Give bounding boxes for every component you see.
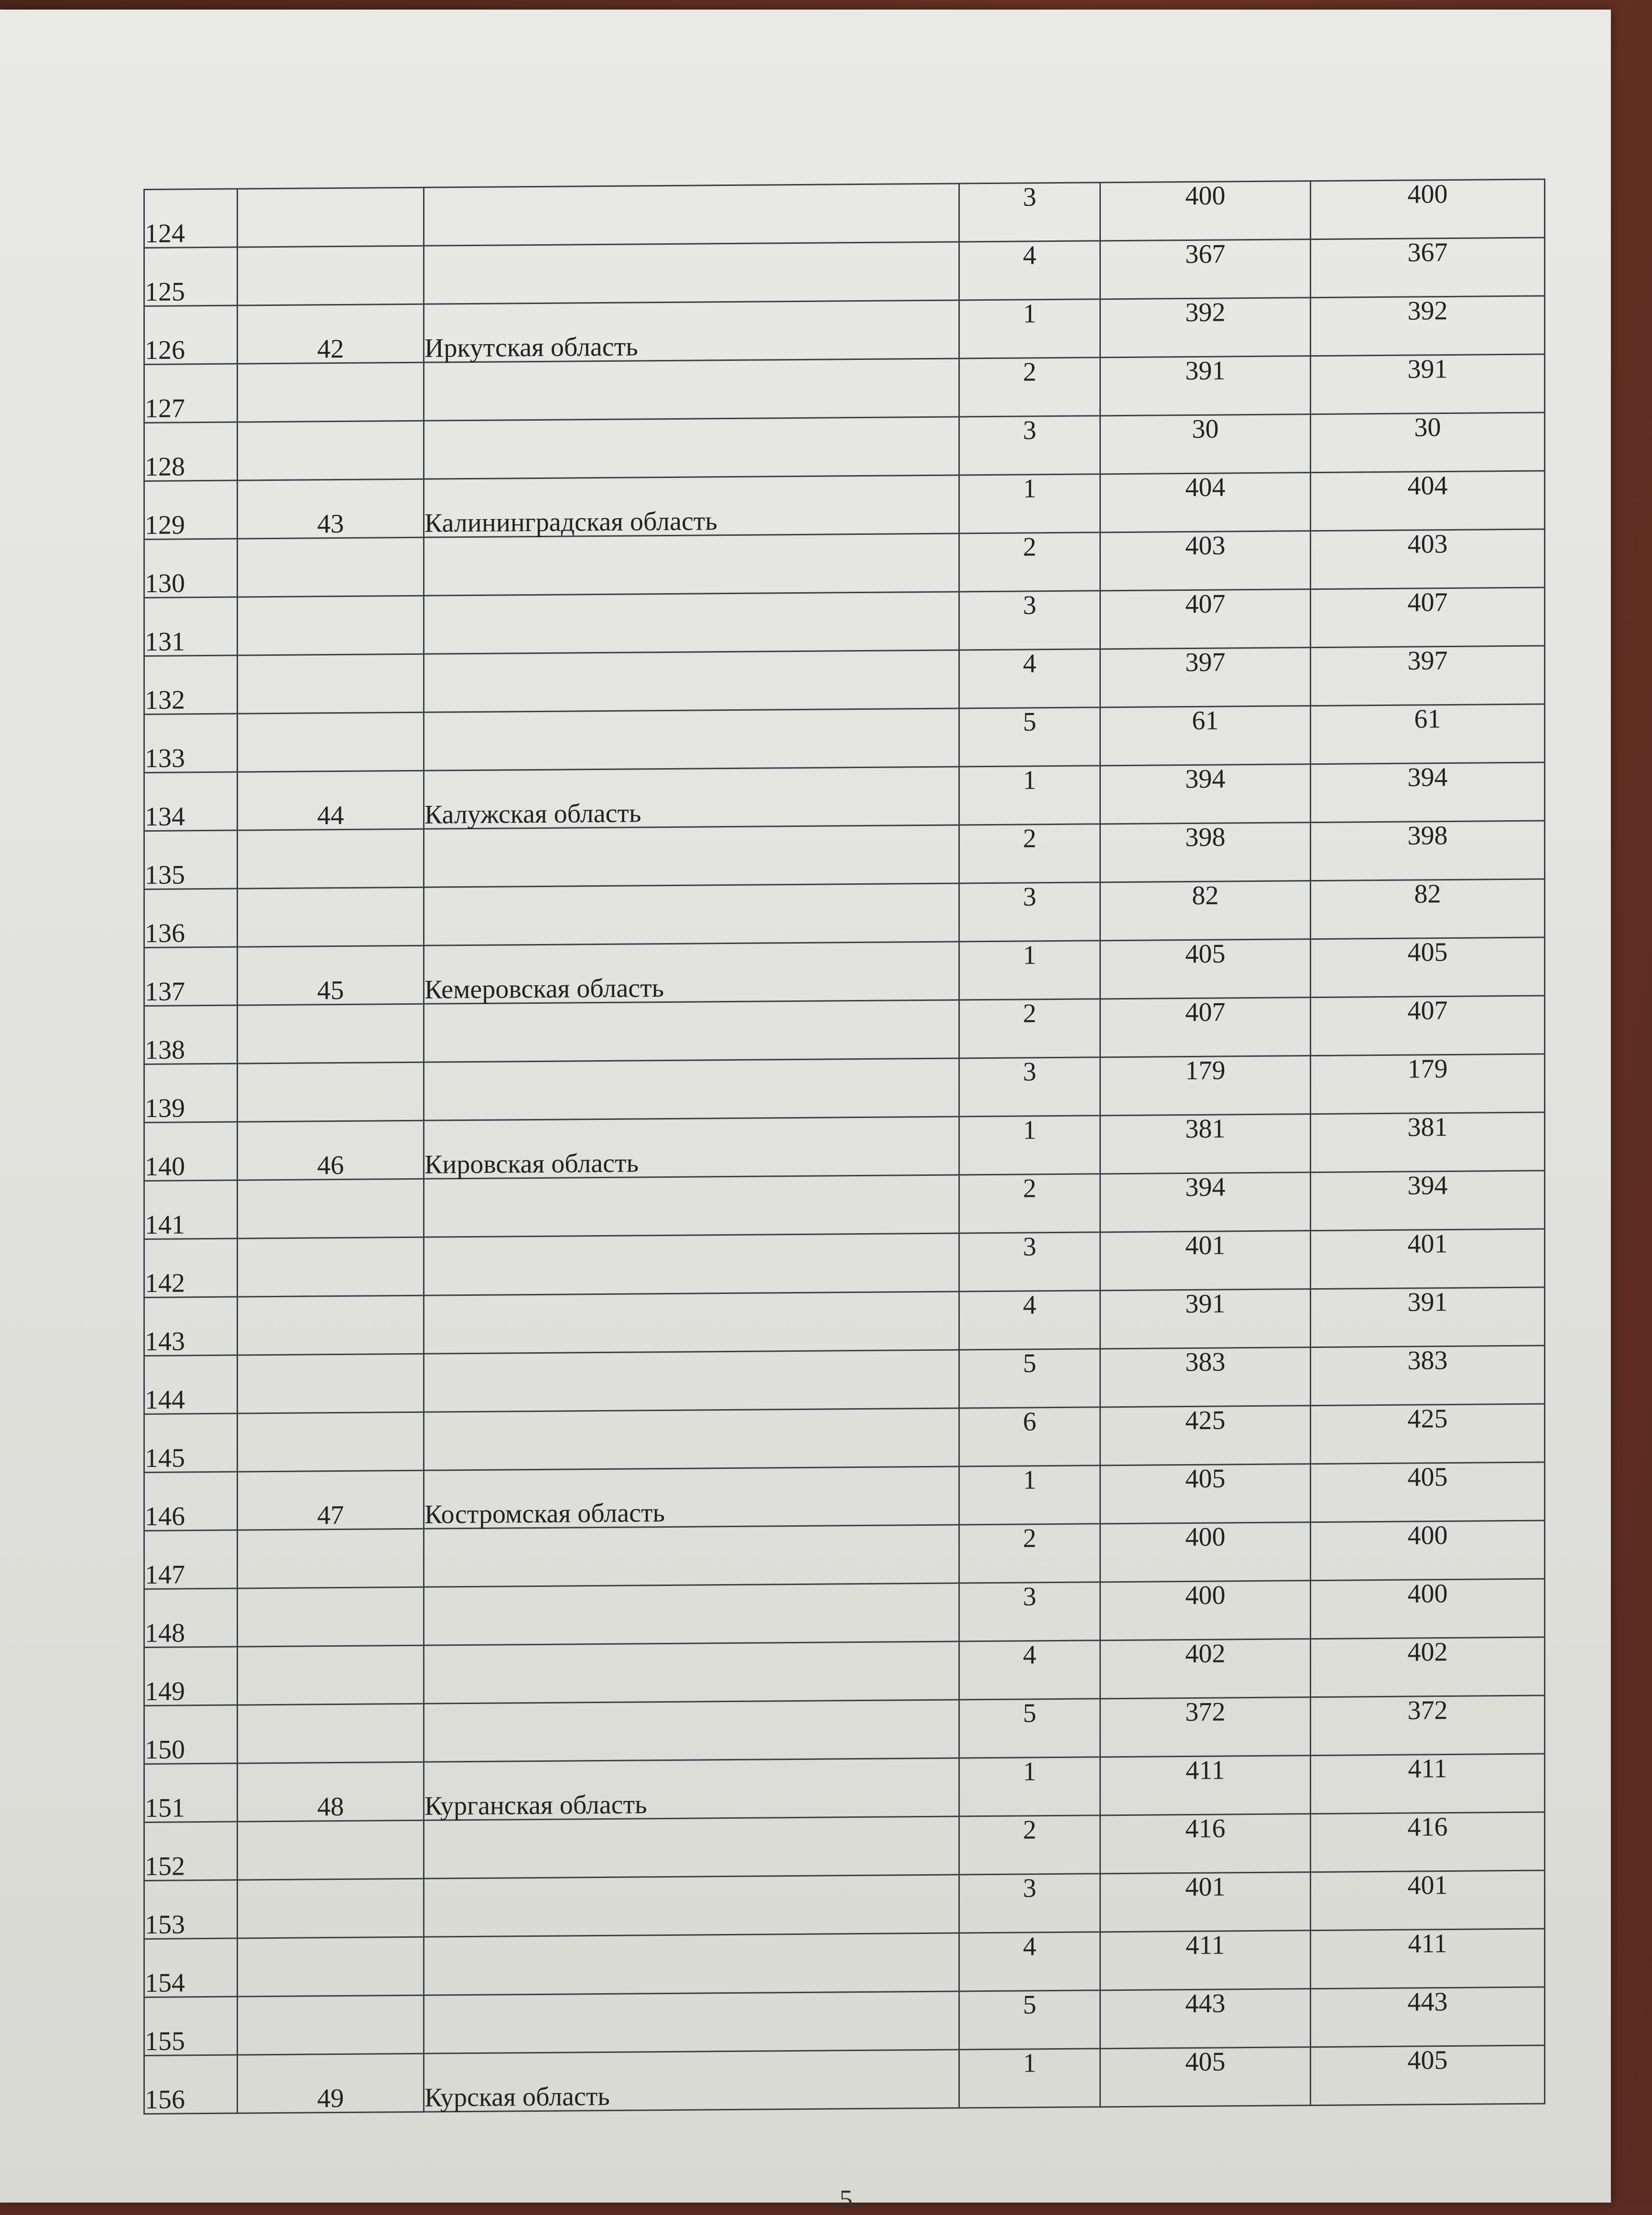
- value-1-cell: 404: [1100, 473, 1311, 532]
- row-number-cell: 125: [144, 247, 238, 306]
- region-name-cell: Калужская область: [424, 767, 959, 829]
- region-number-cell: [238, 887, 424, 947]
- value-1-cell: 405: [1100, 2047, 1311, 2107]
- value-2-cell: 400: [1311, 1520, 1545, 1581]
- value-1-cell: 398: [1100, 823, 1311, 882]
- region-name-cell: [424, 1000, 959, 1062]
- region-name-cell: [424, 1175, 959, 1237]
- value-2-cell: 400: [1311, 179, 1545, 239]
- table-row: [144, 1637, 1545, 1705]
- value-1-cell: 179: [1100, 1056, 1311, 1116]
- row-number-cell: 145: [144, 1413, 238, 1472]
- sub-number-cell: 4: [959, 649, 1100, 708]
- value-2-cell: 367: [1311, 238, 1545, 298]
- region-number-cell: 48: [238, 1762, 424, 1822]
- value-2-cell: 394: [1311, 1171, 1545, 1231]
- region-name-cell: Калининградская область: [424, 475, 959, 537]
- sub-number-cell: 6: [959, 1407, 1100, 1466]
- region-name-cell: [424, 1991, 959, 2053]
- value-2-cell: 403: [1311, 529, 1545, 589]
- table-row: [144, 179, 1545, 248]
- sub-number-cell: 1: [959, 1466, 1100, 1525]
- region-number-cell: [238, 1295, 424, 1355]
- value-2-cell: 383: [1311, 1346, 1545, 1406]
- region-name-cell: [424, 1816, 959, 1878]
- value-2-cell: 392: [1311, 296, 1545, 356]
- value-2-cell: 398: [1311, 821, 1545, 881]
- region-number-cell: [238, 596, 424, 655]
- row-number-cell: 156: [144, 2055, 238, 2114]
- sub-number-cell: 1: [959, 941, 1100, 1000]
- value-1-cell: 394: [1100, 764, 1311, 824]
- table-row: [144, 646, 1545, 714]
- table-row: [144, 762, 1545, 831]
- value-2-cell: 391: [1311, 1287, 1545, 1347]
- region-number-cell: [238, 1937, 424, 1997]
- row-number-cell: 146: [144, 1472, 238, 1531]
- region-name-cell: [424, 1525, 959, 1587]
- value-2-cell: 401: [1311, 1870, 1545, 1931]
- region-name-cell: Костромская область: [424, 1466, 959, 1529]
- row-number-cell: 138: [144, 1005, 238, 1064]
- value-1-cell: 400: [1100, 1522, 1311, 1582]
- table-row: [144, 1346, 1545, 1414]
- region-name-cell: [424, 533, 959, 596]
- value-1-cell: 82: [1100, 881, 1311, 941]
- value-2-cell: 372: [1311, 1695, 1545, 1756]
- value-1-cell: 397: [1100, 648, 1311, 707]
- sub-number-cell: 4: [959, 1932, 1100, 1991]
- value-1-cell: 425: [1100, 1406, 1311, 1466]
- value-1-cell: 392: [1100, 298, 1311, 358]
- region-name-cell: [424, 825, 959, 887]
- row-number-cell: 144: [144, 1355, 238, 1414]
- region-name-cell: [424, 358, 959, 421]
- value-2-cell: 179: [1311, 1054, 1545, 1114]
- value-1-cell: 407: [1100, 589, 1311, 649]
- region-name-cell: [424, 592, 959, 654]
- value-1-cell: 405: [1100, 1464, 1311, 1524]
- row-number-cell: 150: [144, 1705, 238, 1764]
- value-1-cell: 401: [1100, 1231, 1311, 1291]
- value-2-cell: 407: [1311, 996, 1545, 1056]
- region-number-cell: 43: [238, 479, 424, 539]
- value-2-cell: 402: [1311, 1637, 1545, 1697]
- row-number-cell: 131: [144, 597, 238, 656]
- table-row: [144, 1287, 1545, 1356]
- sub-number-cell: 1: [959, 1116, 1100, 1175]
- sub-number-cell: 3: [959, 183, 1100, 242]
- value-1-cell: 391: [1100, 1289, 1311, 1349]
- region-name-cell: [424, 184, 959, 246]
- sub-number-cell: 1: [959, 474, 1100, 533]
- table-body: [144, 179, 1545, 2114]
- value-1-cell: 367: [1100, 239, 1311, 299]
- row-number-cell: 140: [144, 1122, 238, 1181]
- value-2-cell: 397: [1311, 646, 1545, 706]
- row-number-cell: 135: [144, 830, 238, 889]
- region-number-cell: [238, 1587, 424, 1647]
- value-1-cell: 443: [1100, 1989, 1311, 2049]
- region-name-cell: [424, 1700, 959, 1762]
- data-table: [143, 178, 1545, 2115]
- sub-number-cell: 4: [959, 241, 1100, 300]
- table-row: [144, 879, 1545, 947]
- region-name-cell: [424, 1408, 959, 1470]
- value-1-cell: 405: [1100, 939, 1311, 999]
- value-2-cell: 407: [1311, 587, 1545, 648]
- region-number-cell: [238, 1529, 424, 1588]
- region-number-cell: [238, 1878, 424, 1938]
- value-2-cell: 394: [1311, 762, 1545, 823]
- value-2-cell: 61: [1311, 704, 1545, 764]
- region-number-cell: [238, 1004, 424, 1064]
- sub-number-cell: 5: [959, 1349, 1100, 1408]
- sub-number-cell: 1: [959, 1757, 1100, 1816]
- sub-number-cell: 4: [959, 1640, 1100, 1700]
- sub-number-cell: 3: [959, 882, 1100, 942]
- row-number-cell: 151: [144, 1763, 238, 1822]
- row-number-cell: 147: [144, 1530, 238, 1589]
- sub-number-cell: 5: [959, 707, 1100, 767]
- region-name-cell: [424, 1583, 959, 1645]
- table-row: [144, 704, 1545, 772]
- region-name-cell: [424, 883, 959, 945]
- table-row: [144, 2045, 1545, 2114]
- row-number-cell: 143: [144, 1297, 238, 1356]
- region-name-cell: [424, 708, 959, 771]
- value-1-cell: 400: [1100, 1581, 1311, 1640]
- value-1-cell: 416: [1100, 1814, 1311, 1874]
- table-row: [144, 1987, 1545, 2055]
- table-row: [144, 1171, 1545, 1239]
- region-number-cell: [238, 1354, 424, 1413]
- sub-number-cell: 5: [959, 1990, 1100, 2050]
- table-row: [144, 238, 1545, 306]
- row-number-cell: 153: [144, 1880, 238, 1939]
- region-name-cell: [424, 1233, 959, 1295]
- value-1-cell: 402: [1100, 1639, 1311, 1699]
- region-name-cell: [424, 1058, 959, 1120]
- region-number-cell: [238, 1704, 424, 1763]
- row-number-cell: 129: [144, 480, 238, 539]
- region-number-cell: [238, 654, 424, 714]
- table-row: [144, 821, 1545, 889]
- row-number-cell: 149: [144, 1647, 238, 1705]
- region-number-cell: [238, 246, 424, 305]
- row-number-cell: 137: [144, 947, 238, 1006]
- region-number-cell: [238, 1179, 424, 1238]
- table-row: [144, 1462, 1545, 1531]
- row-number-cell: 130: [144, 539, 238, 597]
- row-number-cell: 133: [144, 714, 238, 772]
- table-row: [144, 413, 1545, 481]
- value-1-cell: 391: [1100, 356, 1311, 416]
- value-1-cell: 372: [1100, 1697, 1311, 1757]
- region-number-cell: [238, 1237, 424, 1297]
- region-name-cell: [424, 650, 959, 712]
- value-2-cell: 401: [1311, 1229, 1545, 1289]
- row-number-cell: 128: [144, 422, 238, 481]
- sub-number-cell: 1: [959, 2049, 1100, 2108]
- value-1-cell: 403: [1100, 531, 1311, 591]
- value-2-cell: 400: [1311, 1579, 1545, 1639]
- region-name-cell: Курганская область: [424, 1758, 959, 1820]
- region-name-cell: [424, 1350, 959, 1412]
- table-row: [144, 354, 1545, 423]
- row-number-cell: 132: [144, 655, 238, 714]
- sub-number-cell: 1: [959, 766, 1100, 825]
- value-1-cell: 400: [1100, 181, 1311, 241]
- value-2-cell: 405: [1311, 2045, 1545, 2106]
- table-row: [144, 471, 1545, 539]
- row-number-cell: 148: [144, 1588, 238, 1647]
- value-2-cell: 391: [1311, 354, 1545, 414]
- value-2-cell: 411: [1311, 1929, 1545, 1989]
- table-row: [144, 296, 1545, 364]
- table-row: [144, 587, 1545, 656]
- value-1-cell: 383: [1100, 1347, 1311, 1407]
- region-number-cell: [238, 187, 424, 247]
- value-1-cell: 30: [1100, 414, 1311, 474]
- sub-number-cell: 2: [959, 1524, 1100, 1583]
- row-number-cell: 139: [144, 1064, 238, 1122]
- sub-number-cell: 5: [959, 1699, 1100, 1758]
- table-row: [144, 1404, 1545, 1472]
- region-name-cell: [424, 1641, 959, 1704]
- table-row: [144, 996, 1545, 1064]
- table-row: [144, 1812, 1545, 1880]
- region-number-cell: 49: [238, 2053, 424, 2113]
- row-number-cell: 141: [144, 1180, 238, 1239]
- value-2-cell: 405: [1311, 1462, 1545, 1522]
- table-row: [144, 1870, 1545, 1939]
- row-number-cell: 136: [144, 889, 238, 947]
- table-row: [144, 1695, 1545, 1764]
- region-number-cell: 44: [238, 771, 424, 830]
- row-number-cell: 155: [144, 1997, 238, 2055]
- region-number-cell: [238, 829, 424, 889]
- region-number-cell: [238, 1645, 424, 1705]
- value-1-cell: 411: [1100, 1756, 1311, 1815]
- region-number-cell: 47: [238, 1470, 424, 1530]
- value-2-cell: 416: [1311, 1812, 1545, 1872]
- value-2-cell: 425: [1311, 1404, 1545, 1464]
- value-2-cell: 411: [1311, 1754, 1545, 1814]
- table-row: [144, 1929, 1545, 1997]
- table-row: [144, 1229, 1545, 1297]
- table-row: [144, 1520, 1545, 1589]
- region-number-cell: 42: [238, 304, 424, 364]
- region-name-cell: [424, 1875, 959, 1937]
- region-number-cell: [238, 1820, 424, 1880]
- sub-number-cell: 3: [959, 1582, 1100, 1641]
- region-number-cell: 45: [238, 945, 424, 1005]
- region-name-cell: [424, 417, 959, 479]
- value-1-cell: 394: [1100, 1173, 1311, 1232]
- table-row: [144, 1579, 1545, 1647]
- region-name-cell: Курская область: [424, 2050, 959, 2112]
- table-row: [144, 1054, 1545, 1122]
- sub-number-cell: 1: [959, 299, 1100, 358]
- region-number-cell: [238, 712, 424, 772]
- value-2-cell: 443: [1311, 1987, 1545, 2047]
- region-name-cell: Иркутская область: [424, 300, 959, 362]
- region-name-cell: Кировская область: [424, 1117, 959, 1179]
- value-2-cell: 381: [1311, 1112, 1545, 1173]
- value-1-cell: 407: [1100, 998, 1311, 1057]
- table-row: [144, 529, 1545, 597]
- region-number-cell: [238, 1062, 424, 1122]
- value-1-cell: 401: [1100, 1872, 1311, 1932]
- region-number-cell: 46: [238, 1120, 424, 1180]
- region-name-cell: [424, 1292, 959, 1354]
- paper-sheet: [0, 10, 1611, 2215]
- sub-number-cell: 3: [959, 1232, 1100, 1292]
- row-number-cell: 124: [144, 189, 238, 248]
- page-number: 5: [839, 2185, 853, 2215]
- region-name-cell: [424, 242, 959, 304]
- region-number-cell: [238, 421, 424, 480]
- sub-number-cell: 4: [959, 1291, 1100, 1350]
- region-number-cell: [238, 362, 424, 422]
- region-number-cell: [238, 1412, 424, 1472]
- region-name-cell: Кемеровская область: [424, 942, 959, 1004]
- sub-number-cell: 3: [959, 1874, 1100, 1933]
- region-number-cell: [238, 1995, 424, 2055]
- value-2-cell: 82: [1311, 879, 1545, 939]
- table-row: [144, 1112, 1545, 1181]
- sub-number-cell: 2: [959, 532, 1100, 592]
- row-number-cell: 126: [144, 305, 238, 364]
- sub-number-cell: 2: [959, 1815, 1100, 1875]
- value-1-cell: 61: [1100, 706, 1311, 766]
- sub-number-cell: 2: [959, 358, 1100, 417]
- sub-number-cell: 2: [959, 1174, 1100, 1233]
- region-name-cell: [424, 1933, 959, 1995]
- sub-number-cell: 3: [959, 1057, 1100, 1117]
- row-number-cell: 127: [144, 364, 238, 423]
- value-1-cell: 411: [1100, 1931, 1311, 1990]
- table-row: [144, 937, 1545, 1006]
- value-1-cell: 381: [1100, 1114, 1311, 1174]
- row-number-cell: 154: [144, 1938, 238, 1997]
- row-number-cell: 134: [144, 772, 238, 831]
- sub-number-cell: 3: [959, 416, 1100, 475]
- value-2-cell: 405: [1311, 937, 1545, 998]
- sub-number-cell: 3: [959, 591, 1100, 650]
- row-number-cell: 142: [144, 1238, 238, 1297]
- value-2-cell: 404: [1311, 471, 1545, 531]
- sub-number-cell: 2: [959, 824, 1100, 883]
- region-number-cell: [238, 537, 424, 597]
- sub-number-cell: 2: [959, 999, 1100, 1058]
- row-number-cell: 152: [144, 1822, 238, 1880]
- value-2-cell: 30: [1311, 413, 1545, 473]
- table-row: [144, 1754, 1545, 1822]
